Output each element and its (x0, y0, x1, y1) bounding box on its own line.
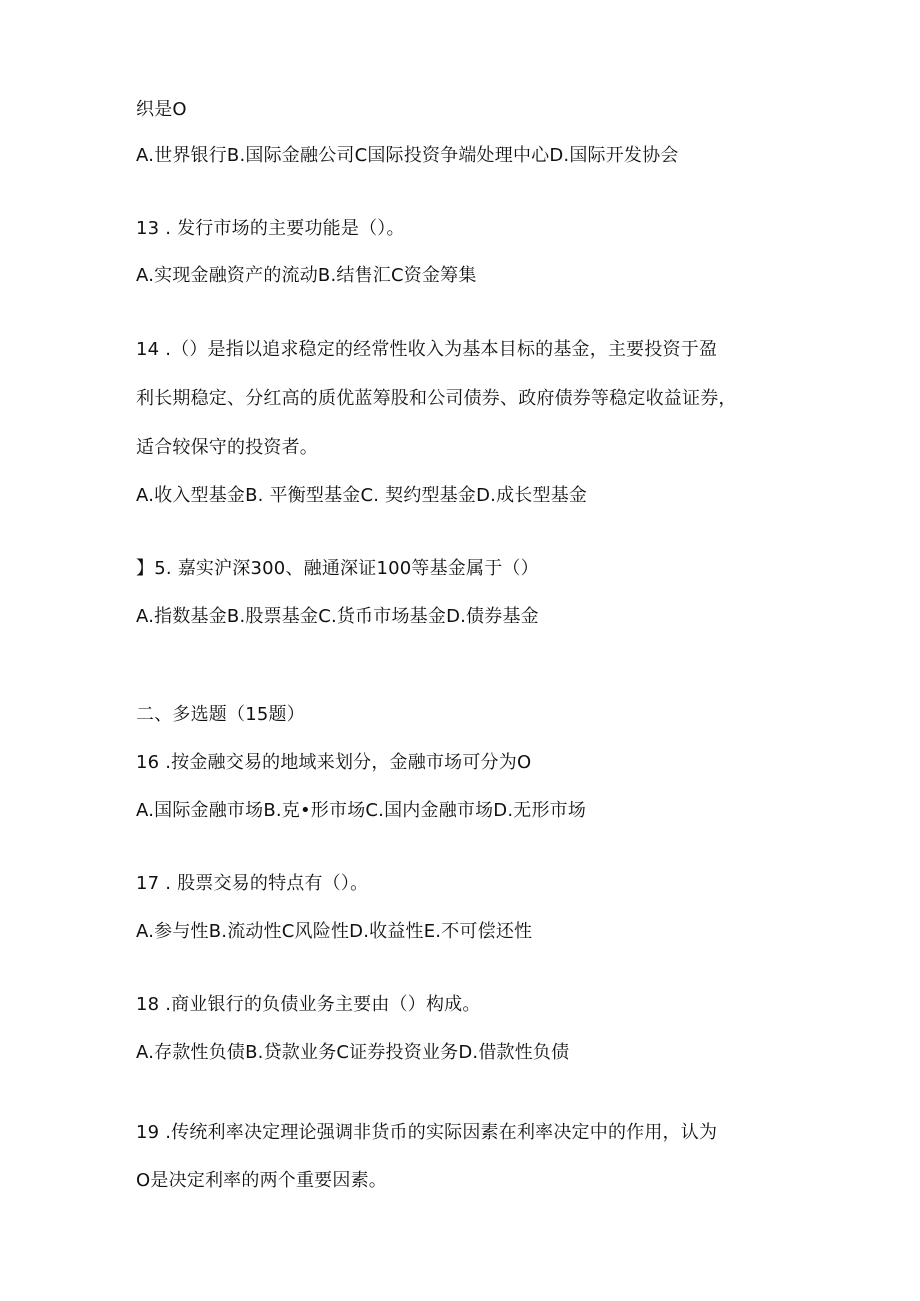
q16-options: A.国际金融市场B.克•形市场C.国内金融市场D.无形市场 (136, 800, 587, 821)
q19-question-line1: 19 .传统利率决定理论强调非货币的实际因素在利率决定中的作用，认为 (136, 1122, 718, 1143)
q14-question-line1: 14 .（）是指以追求稳定的经常性收入为基本目标的基金，主要投资于盈 (136, 339, 718, 360)
q13-question: 13 . 发行市场的主要功能是（）。 (136, 218, 405, 239)
q14-question-line3: 适合较保守的投资者。 (136, 437, 318, 458)
q16-question: 16 .按金融交易的地域来划分，金融市场可分为O (136, 752, 532, 773)
q12-options: A.世界银行B.国际金融公司C国际投资争端处理中心D.国际开发协会 (136, 145, 679, 166)
section-heading-multiple-choice: 二、多选题（15题） (136, 704, 305, 725)
q13-options: A.实现金融资产的流动B.结售汇C资金筹集 (136, 265, 477, 286)
q15-options: A.指数基金B.股票基金C.货币市场基金D.债券基金 (136, 606, 539, 627)
q18-question: 18 .商业银行的负债业务主要由（）构成。 (136, 994, 481, 1015)
q12-question-end: 织是O (136, 99, 187, 120)
q17-options: A.参与性B.流动性C风险性D.收益性E.不可偿还性 (136, 921, 533, 942)
q19-question-line2: O是决定利率的两个重要因素。 (136, 1170, 387, 1191)
q14-options: A.收入型基金B. 平衡型基金C. 契约型基金D.成长型基金 (136, 485, 588, 506)
q15-question: 】5. 嘉实沪深300、融通深证100等基金属于（） (136, 558, 539, 579)
q18-options: A.存款性负债B.贷款业务C证券投资业务D.借款性负债 (136, 1042, 570, 1063)
q17-question: 17 . 股票交易的特点有（）。 (136, 873, 369, 894)
q14-question-line2: 利长期稳定、分红高的质优蓝筹股和公司债券、政府债券等稳定收益证券， (136, 388, 737, 409)
